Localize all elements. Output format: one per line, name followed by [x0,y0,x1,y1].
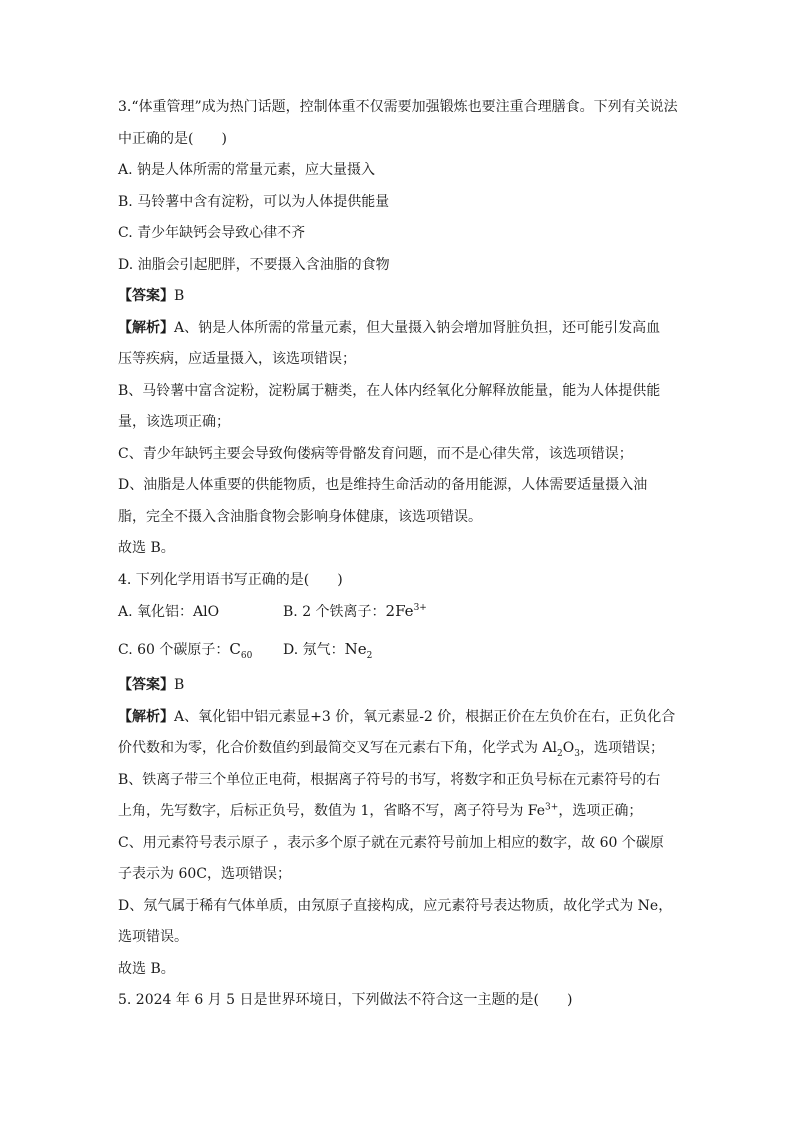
q4-analysis-line-6: 子表示为 60C，选项错误； [118,866,291,882]
q4-option-c [118,640,283,659]
answer-tag: 【答案】 [118,288,174,304]
formula-subscript: 2 [366,651,373,661]
q4-analysis-line-1 [118,708,688,726]
formula-superscript: 3+ [545,802,559,813]
analysis-tag: 【解析】 [118,708,174,725]
q3-analysis-line-2: 压等疾病，应适量摄入，该选项错误； [118,351,356,367]
analysis-text: ，选项错误； [580,740,664,756]
formula [386,602,427,620]
q4-answer [118,676,688,694]
q3-option-d: D. 油脂会引起肥胖，不要摄入含油脂的食物 [118,256,390,273]
answer-tag: 【答案】 [118,677,174,693]
analysis-text: A、氧化铝中铝元素显+3 价，氧元素显-2 价，根据正价在左负价在右，正负化合 [174,708,676,725]
formula [344,640,373,661]
document-page [118,98,688,1023]
option-label: B. 2 个铁离子： [283,604,386,620]
formula-subscript: 3 [574,748,580,759]
q4-analysis-line-7: D、氖气属于稀有气体单质，由氖原子直接构成，应元素符号表达物质，故化学式为 Ne， [118,897,673,914]
analysis-text: 价代数和为零，化合价数值约到最简交叉写在元素右下角，化学式为 Al [118,740,558,756]
q3-analysis-line-4: 量，该选项正确； [118,414,230,430]
option-label: D. 氖气： [283,642,345,658]
q4-analysis-line-5: C、用元素符号表示原子 ，表示多个原子就在元素符号前加上相应的数字，故 60 个碳原 [118,834,664,851]
q3-analysis-line-6: D、油脂是人体重要的供能物质，也是维持生命活动的备用能源，人体需要适量摄入油 [118,477,648,493]
formula-superscript: 3+ [413,603,427,613]
analysis-text: O [562,740,575,756]
q4-stem: 4. 下列化学用语书写正确的是( ) [118,571,343,588]
q5-stem: 5. 2024 年 6 月 5 日是世界环境日，下列做法不符合这一主题的是( ) [118,992,573,1008]
answer-value: B [174,288,185,304]
q4-analysis-line-3: B、铁离子带三个单位正电荷，根据离子符号的书写，将数字和正负号标在元素符号的右 [118,771,661,788]
option-label: C. 60 个碳原子： [118,642,230,658]
q4-analysis-line-8: 选项错误。 [118,929,188,945]
q3-answer [118,287,688,305]
q4-options-row-2 [118,640,688,659]
formula-subscript: 2 [557,748,563,759]
formula-subscript: 60 [240,651,253,661]
q3-conclusion: 故选 B。 [118,540,175,556]
answer-value: B [174,677,185,693]
q3-analysis-line-1 [118,319,688,337]
q4-options-row-1 [118,602,688,621]
formula-text: C [229,640,241,658]
q4-option-a: A. 氧化铝：AlO [118,604,220,620]
q3-stem-line-1: 3.“体重管理”成为热门话题，控制体重不仅需要加强锻炼也要注重合理膳食。下列有关说法 [118,99,678,115]
analysis-text: ，选项正确； [558,803,643,819]
analysis-text: A、钠是人体所需的常量元素，但大量摄入钠会增加肾脏负担，还可能引发高血 [174,319,661,336]
formula-text: 2Fe [385,602,414,620]
q4-option-d [283,640,372,659]
q3-analysis-line-5: C、青少年缺钙主要会导致佝偻病等骨骼发育问题，而不是心律失常，该选项错误； [118,445,633,462]
q3-analysis-line-3: B、马铃薯中富含淀粉，淀粉属于糖类，在人体内经氧化分解释放能量，能为人体提供能 [118,382,661,399]
q3-option-b: B. 马铃薯中含有淀粉，可以为人体提供能量 [118,193,390,210]
q3-option-a: A. 钠是人体所需的常量元素，应大量摄入 [118,162,376,178]
q4-conclusion: 故选 B。 [118,960,175,977]
q3-stem-line-2: 中正确的是( ) [118,130,227,147]
q4-option-b [283,602,427,621]
analysis-tag: 【解析】 [118,319,174,336]
formula [229,640,253,661]
q4-analysis-line-2 [118,739,688,757]
formula-text: Ne [344,640,367,658]
q4-analysis-line-4 [118,802,688,820]
q3-analysis-line-7: 脂，完全不摄入含油脂食物会影响身体健康，该选项错误。 [118,508,482,525]
q3-option-c: C. 青少年缺钙会导致心律不齐 [118,225,306,241]
analysis-text: 上角，先写数字，后标正负号，数值为 1，省略不写，离子符号为 Fe [118,803,546,819]
